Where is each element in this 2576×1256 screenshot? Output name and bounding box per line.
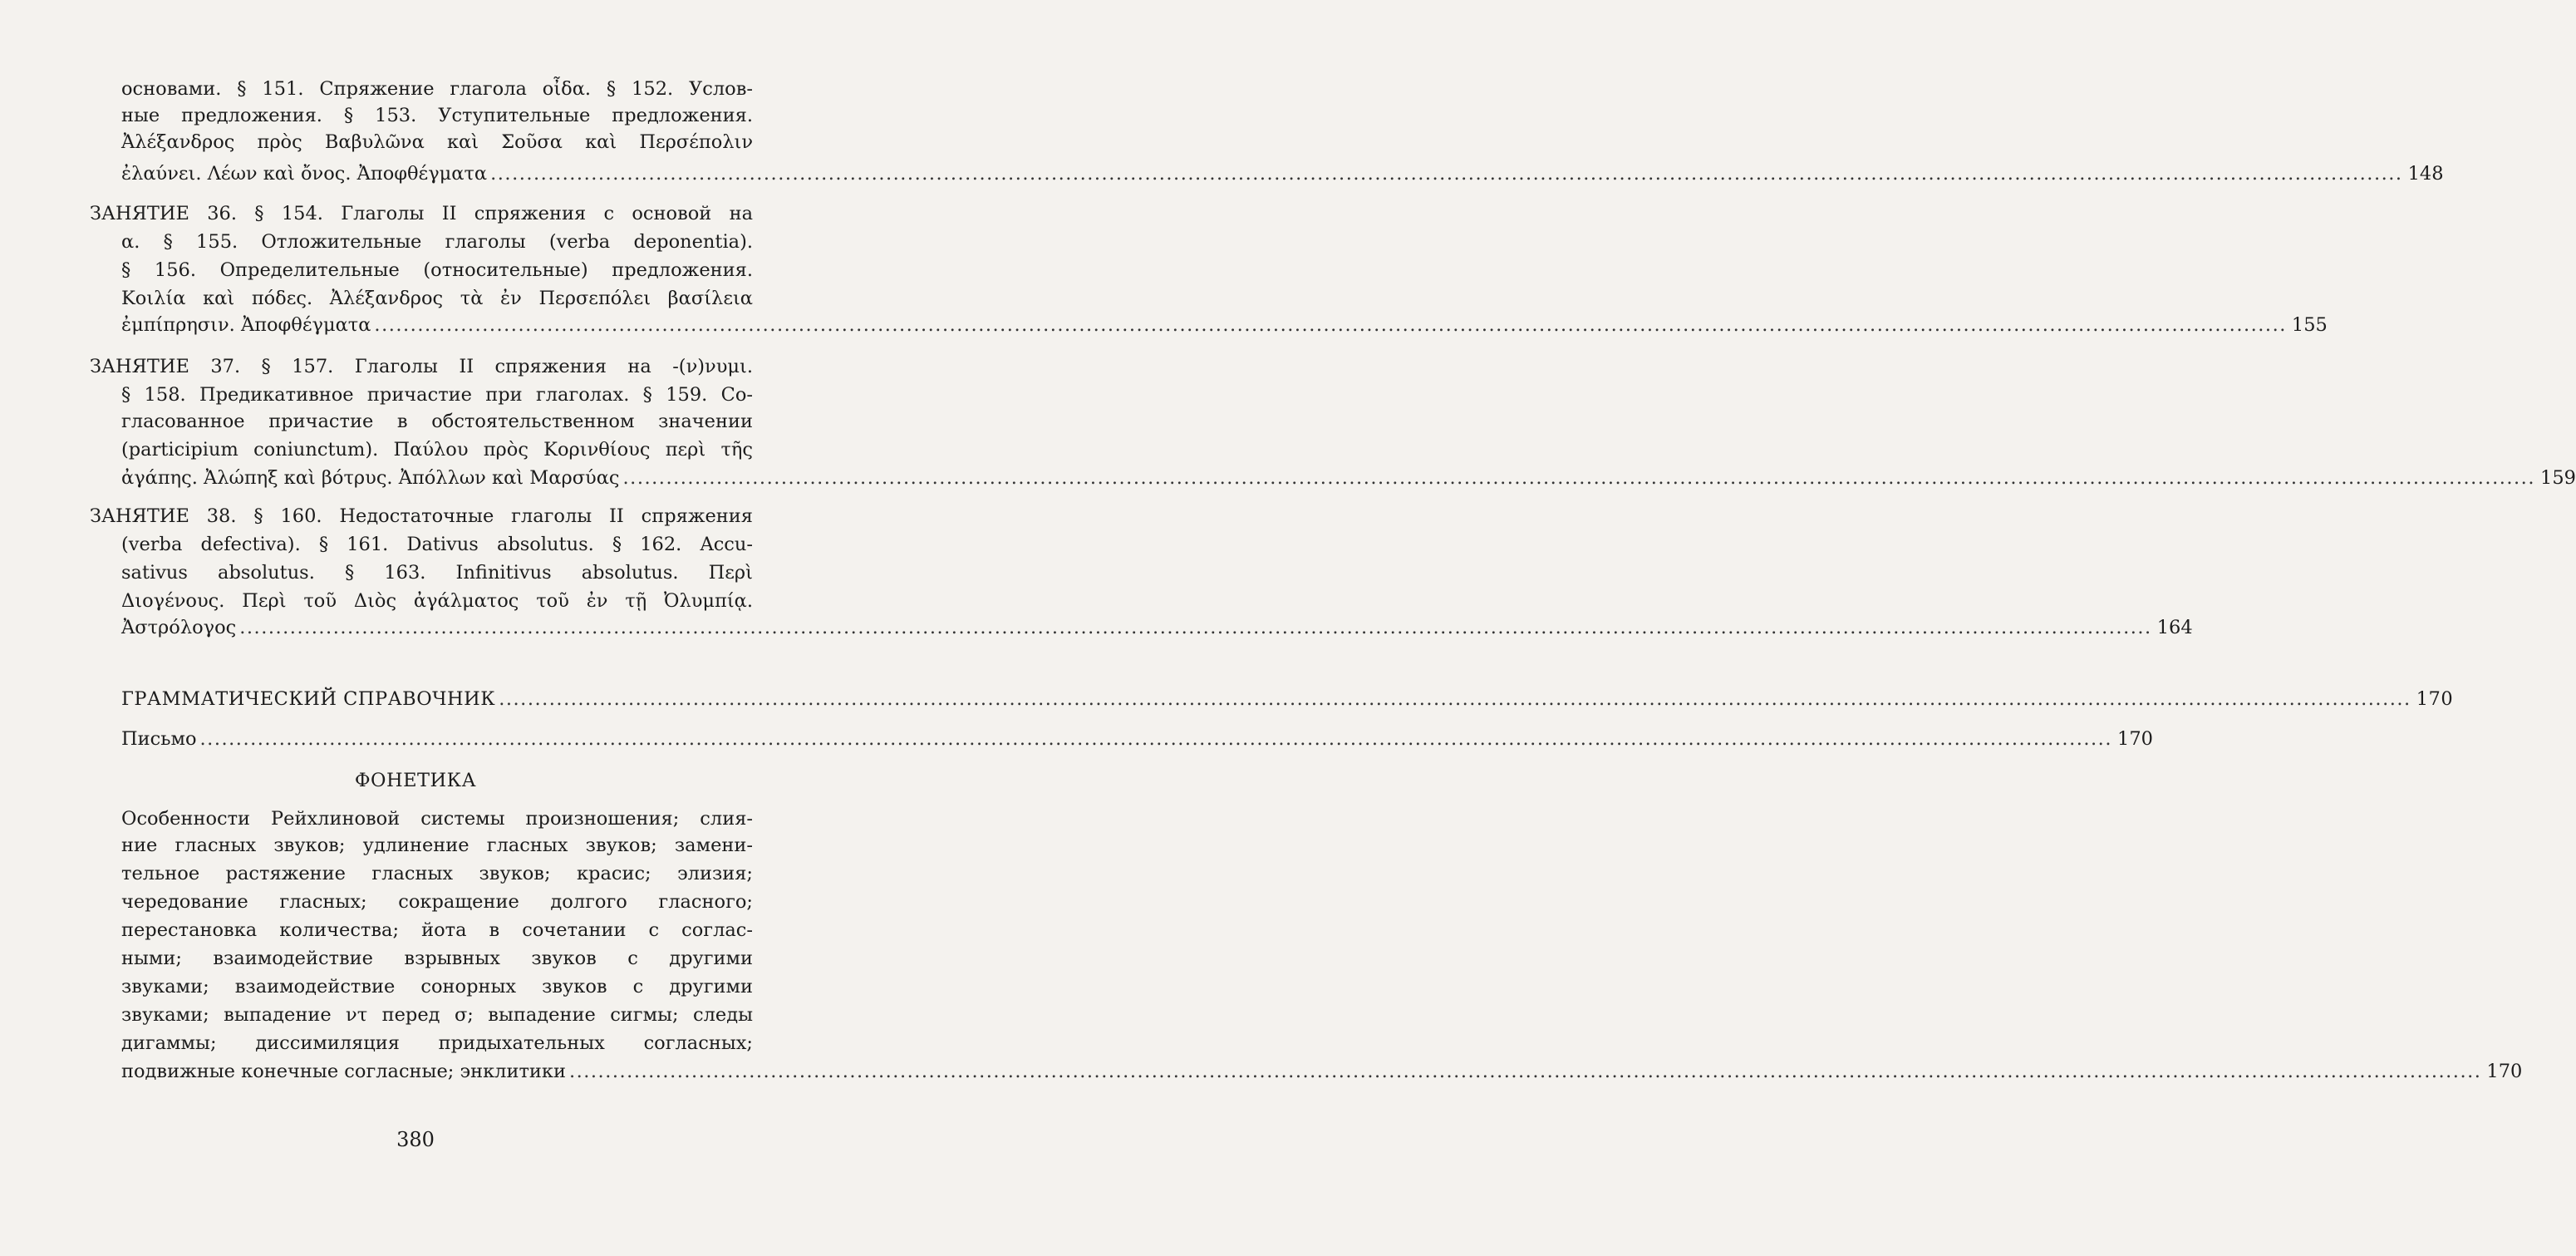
page-ref: 164	[2156, 617, 2193, 638]
toc-line: α. § 155. Отложительные глаголы (verba deponentia).	[121, 231, 753, 253]
toc-section-grammar	[121, 687, 2454, 712]
toc-line: ными; взаимодействие взрывных звуков с другими	[121, 948, 753, 969]
toc-line: ἀγάπης. Ἀλώπηξ καὶ βότρυς. Ἀπόλλων καὶ Μαρσύας	[121, 467, 620, 489]
toc-line: Διογένους. Περὶ τοῦ Διὸς ἀγάλματος τοῦ ἐν τῇ Ὀλυμπίᾳ.	[121, 590, 753, 612]
leader-dots: ..........................................................................................................................................................................................................................................................................	[199, 728, 2112, 750]
leader-dots: ..........................................................................................................................................................................................................................................................................	[239, 617, 2152, 638]
toc-line: Особенности Рейхлиновой системы произношения; слия-	[121, 808, 753, 830]
leader-dots: ..........................................................................................................................................................................................................................................................................	[568, 1061, 2482, 1082]
toc-line: тельное растяжение гласных звуков; красис; элизия;	[121, 863, 753, 884]
leader-dots: ..........................................................................................................................................................................................................................................................................	[374, 314, 2287, 336]
page-ref: 170	[2416, 688, 2454, 710]
section-title: Письмо	[121, 728, 197, 750]
toc-entry-heading: ЗАНЯТИЕ 37. § 157. Глаголы II спряжения на -(ν)νυμι.	[90, 356, 753, 377]
toc-line: звуками; выпадение ντ перед σ; выпадение сигмы; следы	[121, 1004, 753, 1026]
toc-line: ἐμπίπρησιν. Ἀποφθέγματα	[121, 314, 371, 336]
section-title: ГРАММАТИЧЕСКИЙ СПРАВОЧНИК	[121, 688, 496, 710]
toc-line: ἐλαύνει. Λέων καὶ ὄνος. Ἀποφθέγματα	[121, 163, 488, 185]
leader-dots: ..........................................................................................................................................................................................................................................................................	[622, 467, 2535, 489]
toc-entry-end	[121, 161, 2444, 186]
toc-line: перестановка количества; йота в сочетании с соглас-	[121, 919, 753, 941]
toc-entry-end	[121, 465, 2576, 490]
toc-line: § 156. Определительные (относительные) предложения.	[121, 259, 753, 281]
toc-line: звуками; взаимодействие сонорных звуков с другими	[121, 976, 753, 997]
toc-entry-writing	[121, 727, 2153, 751]
toc-line: Κοιλία καὶ πόδες. Ἀλέξανδρος τὰ ἐν Περσεπόλει βασίλεια	[121, 288, 753, 309]
toc-line: дигаммы; диссимиляция придыхательных согласных;	[121, 1032, 753, 1054]
toc-entry-end	[121, 1059, 2523, 1084]
page-number: 380	[396, 1128, 435, 1151]
toc-line: ние гласных звуков; удлинение гласных звуков; замени-	[121, 835, 753, 856]
toc-line: ные предложения. § 153. Уступительные предложения.	[121, 105, 753, 126]
leader-dots: ..........................................................................................................................................................................................................................................................................	[499, 688, 2411, 710]
toc-entry-end	[121, 615, 2193, 640]
toc-entry-heading: ЗАНЯТИЕ 36. § 154. Глаголы II спряжения с основой на	[90, 203, 753, 224]
page-ref: 159	[2540, 467, 2576, 489]
page-ref: 170	[2486, 1061, 2523, 1082]
toc-line: основами. § 151. Спряжение глагола οἶδα. § 152. Услов-	[121, 78, 753, 100]
toc-line: гласованное причастие в обстоятельственном значении	[121, 411, 753, 432]
toc-line: sativus absolutus. § 163. Infinitivus absolutus. Περὶ	[121, 562, 753, 584]
page-ref: 170	[2117, 728, 2153, 750]
toc-line: (verba defectiva). § 161. Dativus absolutus. § 162. Accu-	[121, 534, 753, 555]
phonetics-heading: ФОНЕТИКА	[354, 770, 477, 791]
toc-line: § 158. Предикативное причастие при глаголах. § 159. Со-	[121, 384, 753, 406]
toc-line: чередование гласных; сокращение долгого гласного;	[121, 891, 753, 913]
toc-line: Ἀλέξανδρος πρὸς Βαβυλῶνα καὶ Σοῦσα καὶ Περσέπολιν	[121, 131, 753, 153]
page-ref: 148	[2407, 163, 2444, 185]
toc-line: (participium coniunctum). Παύλου πρὸς Κορινθίους περὶ τῆς	[121, 439, 753, 461]
toc-line: Ἀστρόλογος	[121, 617, 237, 638]
toc-entry-end	[121, 313, 2328, 337]
toc-entry-heading: ЗАНЯТИЕ 38. § 160. Недостаточные глаголы II спряжения	[90, 505, 753, 527]
leader-dots: ..........................................................................................................................................................................................................................................................................	[490, 163, 2403, 185]
toc-line: подвижные конечные согласные; энклитики	[121, 1061, 566, 1082]
page-ref: 155	[2291, 314, 2328, 336]
